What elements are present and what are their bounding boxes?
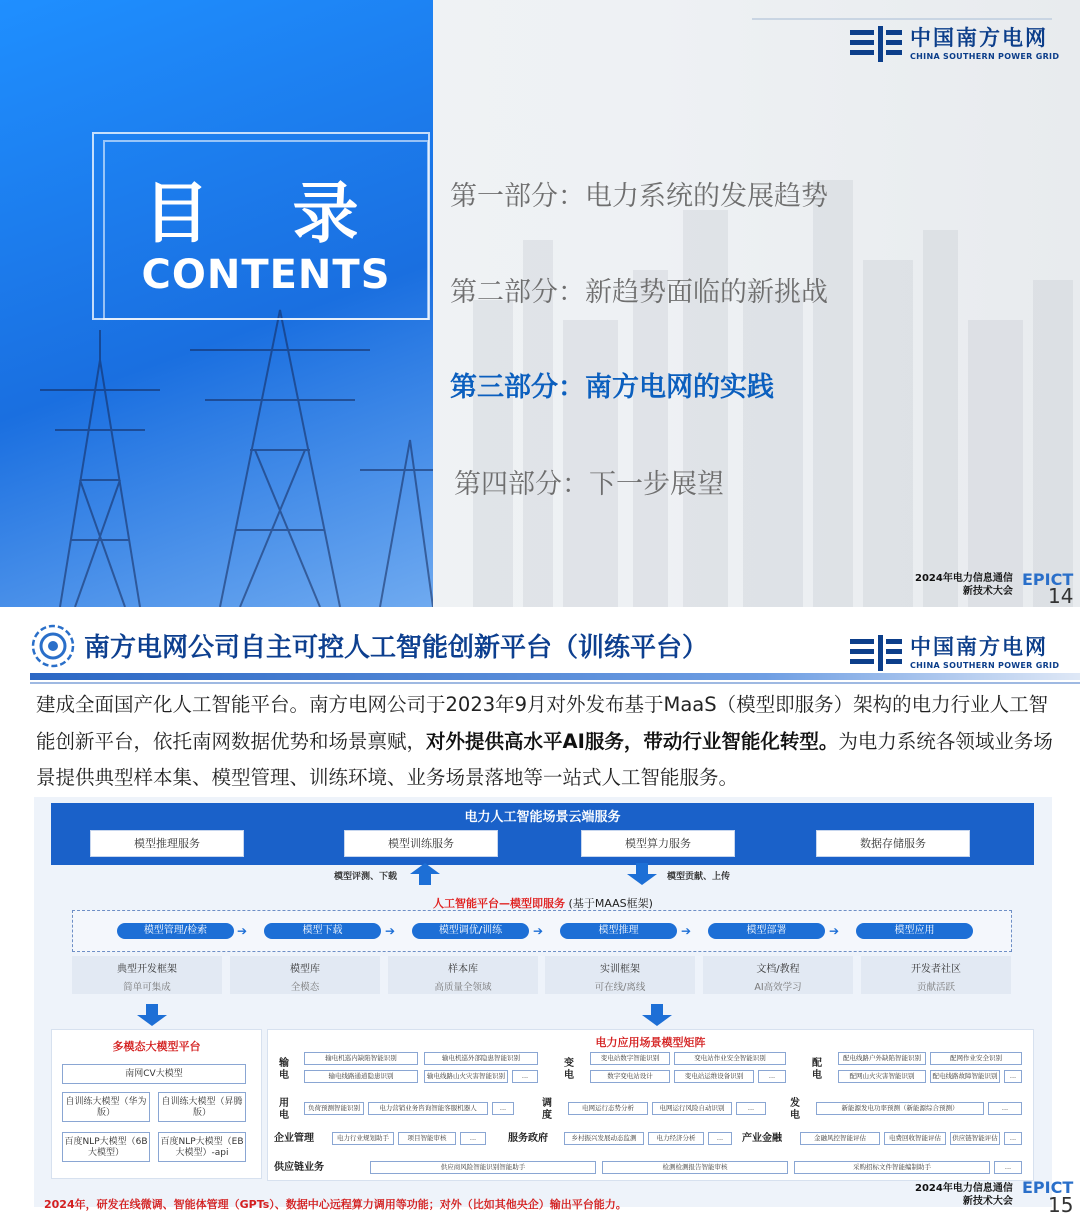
scenario-chip-more[interactable]: ... bbox=[708, 1132, 732, 1145]
scenario-chip[interactable]: 配电线路故障智能识别 bbox=[930, 1070, 1000, 1083]
scenario-chip[interactable]: 采购招标文件智能编制助手 bbox=[794, 1161, 990, 1174]
scenario-chip-more[interactable]: ... bbox=[988, 1102, 1022, 1115]
footer-note: 2024年，研发在线微调、智能体管理（GPTs）、数据中心远程算力调用等功能；对外（比如其他央企）输出平台能力。 bbox=[44, 1198, 627, 1211]
multimodal-model-panel bbox=[51, 1029, 262, 1179]
scenario-chip[interactable]: 电费回收智能评估 bbox=[884, 1132, 946, 1145]
pipeline-step[interactable]: 模型部署 bbox=[708, 923, 825, 939]
scenario-chip-more[interactable]: ... bbox=[736, 1102, 766, 1115]
scenario-chip[interactable]: 金融风控智能评估 bbox=[800, 1132, 880, 1145]
page-number: 15 bbox=[1048, 1193, 1074, 1217]
title-underline-thin bbox=[30, 682, 1080, 684]
scenario-chip[interactable]: 项目智能审核 bbox=[398, 1132, 456, 1145]
logo-name-cn: 中国南方电网 bbox=[910, 635, 1048, 659]
page-number: 14 bbox=[1048, 584, 1074, 607]
scenario-chip-more[interactable]: ... bbox=[994, 1161, 1022, 1174]
cloud-services-title: 电力人工智能场景云端服务 bbox=[464, 810, 621, 825]
maas-title bbox=[34, 895, 1052, 911]
epict-badge: EPICT bbox=[1022, 570, 1074, 589]
group-label-transmission: 输电 bbox=[279, 1058, 289, 1081]
conference-mark bbox=[915, 1182, 1013, 1208]
logo-name-en: CHINA SOUTHERN POWER GRID bbox=[910, 52, 1060, 61]
group-label-generation: 发电 bbox=[790, 1098, 800, 1121]
feature-desc: 可在线/离线 bbox=[594, 982, 646, 993]
pipeline-step[interactable]: 模型下载 bbox=[264, 923, 381, 939]
logo-name-cn: 中国南方电网 bbox=[910, 26, 1048, 50]
platform-architecture-diagram bbox=[34, 797, 1052, 1207]
power-pylon-illustration bbox=[0, 300, 433, 607]
maas-title-red: 人工智能平台—模型即服务 bbox=[433, 897, 566, 910]
feature-desc: 简单可集成 bbox=[123, 982, 171, 993]
feature-card bbox=[230, 956, 380, 994]
gear-icon bbox=[30, 623, 76, 669]
contents-item-3-active[interactable]: 第三部分：南方电网的实践 bbox=[450, 372, 774, 403]
pipeline-step[interactable]: 模型管理/检索 bbox=[117, 923, 234, 939]
maas-title-suffix: (基于MAAS框架) bbox=[568, 897, 653, 910]
scenario-chip[interactable]: 电力营销业务咨询智能客服机器人 bbox=[368, 1102, 488, 1115]
pipeline-step[interactable]: 模型推理 bbox=[560, 923, 677, 939]
conference-mark bbox=[915, 572, 1013, 598]
scenario-chip[interactable]: 乡村振兴发展动态监测 bbox=[564, 1132, 644, 1145]
pipeline-step[interactable]: 模型应用 bbox=[856, 923, 973, 939]
down-arrow-label: 模型贡献、上传 bbox=[667, 872, 731, 882]
feature-card bbox=[72, 956, 222, 994]
title-underline bbox=[30, 673, 1080, 680]
scenario-chip[interactable]: 变电站数字智能识别 bbox=[590, 1052, 670, 1065]
cloud-service-item[interactable]: 模型算力服务 bbox=[581, 830, 735, 857]
scenario-chip[interactable]: 负荷预测智能识别 bbox=[304, 1102, 364, 1115]
scenario-chip[interactable]: 电力经济分析 bbox=[648, 1132, 704, 1145]
conference-line2: 新技术大会 bbox=[962, 1196, 1013, 1207]
feature-card bbox=[703, 956, 853, 994]
cloud-services-box bbox=[51, 803, 1034, 865]
feature-desc: AI高效学习 bbox=[754, 982, 802, 993]
matrix-title: 电力应用场景模型矩阵 bbox=[595, 1036, 706, 1049]
cloud-service-item[interactable]: 数据存储服务 bbox=[816, 830, 970, 857]
group-label-dispatch: 调度 bbox=[542, 1098, 552, 1121]
logo-name-en: CHINA SOUTHERN POWER GRID bbox=[910, 661, 1060, 670]
contents-item-2[interactable]: 第二部分：新趋势面临的新挑战 bbox=[450, 277, 828, 308]
scenario-chip-more[interactable]: ... bbox=[1004, 1070, 1022, 1083]
feature-name: 样本库 bbox=[448, 964, 478, 975]
feature-desc: 全模态 bbox=[290, 982, 320, 993]
scenario-chip[interactable]: 配网山火灾害智能识别 bbox=[838, 1070, 926, 1083]
contents-heading-en: CONTENTS bbox=[141, 252, 391, 298]
slide-ai-platform bbox=[0, 607, 1080, 1217]
scenario-chip[interactable]: 供应链智能评估 bbox=[950, 1132, 1000, 1145]
feature-desc: 贡献活跃 bbox=[916, 982, 955, 993]
model-box[interactable]: 自训练大模型（华为版） bbox=[62, 1092, 150, 1122]
scenario-chip[interactable]: 输电机巡外部隐患智能识别 bbox=[424, 1052, 538, 1065]
feature-card bbox=[388, 956, 538, 994]
feature-card bbox=[545, 956, 695, 994]
group-label-supply: 供应链业务 bbox=[274, 1162, 324, 1173]
contents-heading-cn: 目 录 bbox=[143, 175, 389, 252]
scenario-chip-more[interactable]: ... bbox=[492, 1102, 514, 1115]
model-box[interactable]: 百度NLP大模型（EB大模型）-api bbox=[158, 1132, 246, 1162]
scenario-chip-more[interactable]: ... bbox=[758, 1070, 786, 1083]
scenario-chip[interactable]: 电网运行态势分析 bbox=[568, 1102, 648, 1115]
csg-logo-icon bbox=[850, 635, 902, 671]
feature-name: 典型开发框架 bbox=[117, 964, 177, 975]
cloud-service-item[interactable]: 模型训练服务 bbox=[344, 830, 498, 857]
intro-part1: 建成全面国产化人工智能平台。南方电网公司于2023年9月对外发布基于MaaS（模型即服务）架构的电力行业人工智能创新平台，依托南网数据优势和场景禀赋， bbox=[36, 693, 1049, 753]
arrow-down-icon bbox=[642, 1004, 672, 1026]
csg-logo bbox=[850, 635, 1059, 671]
model-box[interactable]: 自训练大模型（昇腾版） bbox=[158, 1092, 246, 1122]
up-arrow-label: 模型评测、下载 bbox=[334, 872, 398, 882]
slide-contents bbox=[0, 0, 1080, 607]
cloud-service-item[interactable]: 模型推理服务 bbox=[90, 830, 244, 857]
scenario-chip[interactable]: 配电线路户外缺陷智能识别 bbox=[838, 1052, 926, 1065]
pipeline-step[interactable]: 模型调优/训练 bbox=[412, 923, 529, 939]
conference-line1: 2024年电力信息通信 bbox=[915, 1183, 1013, 1194]
multimodal-panel-title: 多模态大模型平台 bbox=[112, 1040, 201, 1053]
scenario-chip[interactable]: 变电站运维设备识别 bbox=[674, 1070, 754, 1083]
conference-line1: 2024年电力信息通信 bbox=[915, 573, 1013, 584]
group-label-distribution: 配电 bbox=[812, 1058, 822, 1081]
feature-name: 实训框架 bbox=[600, 964, 640, 975]
scenario-chip[interactable]: 电力行业规划助手 bbox=[332, 1132, 394, 1145]
slide-title: 南方电网公司自主可控人工智能创新平台（训练平台） bbox=[84, 633, 709, 663]
scenario-chip[interactable]: 输电线路通道隐患识别 bbox=[304, 1070, 418, 1083]
scenario-chip[interactable]: 输电线路山火灾害智能识别 bbox=[424, 1070, 508, 1083]
arrow-down-icon bbox=[137, 1004, 167, 1026]
feature-name: 开发者社区 bbox=[911, 964, 961, 975]
contents-item-1[interactable]: 第一部分：电力系统的发展趋势 bbox=[450, 181, 828, 212]
scenario-chip[interactable]: 新能源发电功率预测（新能源综合预测） bbox=[816, 1102, 984, 1115]
scenario-chip[interactable]: 检测检测报告智能审核 bbox=[602, 1161, 788, 1174]
feature-name: 文档/教程 bbox=[756, 964, 800, 975]
scenario-chip-more[interactable]: ... bbox=[460, 1132, 486, 1145]
scenario-chip[interactable]: 电网运行风险自动识别 bbox=[652, 1102, 732, 1115]
scenario-chip[interactable]: 数字变电站设计 bbox=[590, 1070, 670, 1083]
scenario-chip[interactable]: 输电机巡内缺陷智能识别 bbox=[304, 1052, 418, 1065]
pipeline-arrow-icon: ➔ bbox=[385, 924, 396, 938]
scenario-model-matrix bbox=[267, 1029, 1034, 1181]
feature-name: 模型库 bbox=[290, 964, 320, 975]
feature-desc: 高质量全领域 bbox=[434, 982, 492, 993]
pipeline-arrow-icon: ➔ bbox=[681, 924, 692, 938]
scenario-chip-more[interactable]: ... bbox=[1004, 1132, 1022, 1145]
pipeline-arrow-icon: ➔ bbox=[237, 924, 248, 938]
intro-bold: 对外提供高水平AI服务，带动行业智能化转型。 bbox=[426, 729, 839, 753]
scenario-chip[interactable]: 配网作业安全识别 bbox=[930, 1052, 1022, 1065]
conference-line2: 新技术大会 bbox=[962, 586, 1013, 597]
csg-logo bbox=[850, 26, 1059, 62]
csg-logo-icon bbox=[850, 26, 902, 62]
group-label-finance: 产业金融 bbox=[742, 1133, 782, 1144]
header-rule bbox=[752, 18, 1052, 20]
feature-card bbox=[861, 956, 1011, 994]
scenario-chip-more[interactable]: ... bbox=[512, 1070, 538, 1083]
contents-item-4[interactable]: 第四部分：下一步展望 bbox=[454, 469, 724, 500]
epict-badge: EPICT bbox=[1022, 1178, 1074, 1197]
group-label-consumption: 用电 bbox=[279, 1098, 289, 1121]
arrow-down-icon bbox=[627, 863, 657, 885]
arrow-up-icon bbox=[410, 863, 440, 885]
model-box[interactable]: 百度NLP大模型（6B大模型） bbox=[62, 1132, 150, 1162]
scenario-chip[interactable]: 变电站作业安全智能识别 bbox=[674, 1052, 786, 1065]
group-label-substation: 变电 bbox=[564, 1058, 574, 1081]
group-label-enterprise: 企业管理 bbox=[274, 1133, 314, 1144]
pipeline-arrow-icon: ➔ bbox=[533, 924, 544, 938]
pipeline-arrow-icon: ➔ bbox=[829, 924, 840, 938]
intro-part2: 为电力系统各领域业务场景提供典型样本集、模型管理、训练环境、业务场景落地等一站式人工智能服务。 bbox=[36, 729, 1053, 789]
model-box[interactable]: 南网CV大模型 bbox=[62, 1064, 246, 1084]
intro-paragraph bbox=[36, 687, 1056, 797]
scenario-chip[interactable]: 供应商风险智能识别智能助手 bbox=[370, 1161, 596, 1174]
group-label-government: 服务政府 bbox=[508, 1133, 548, 1144]
